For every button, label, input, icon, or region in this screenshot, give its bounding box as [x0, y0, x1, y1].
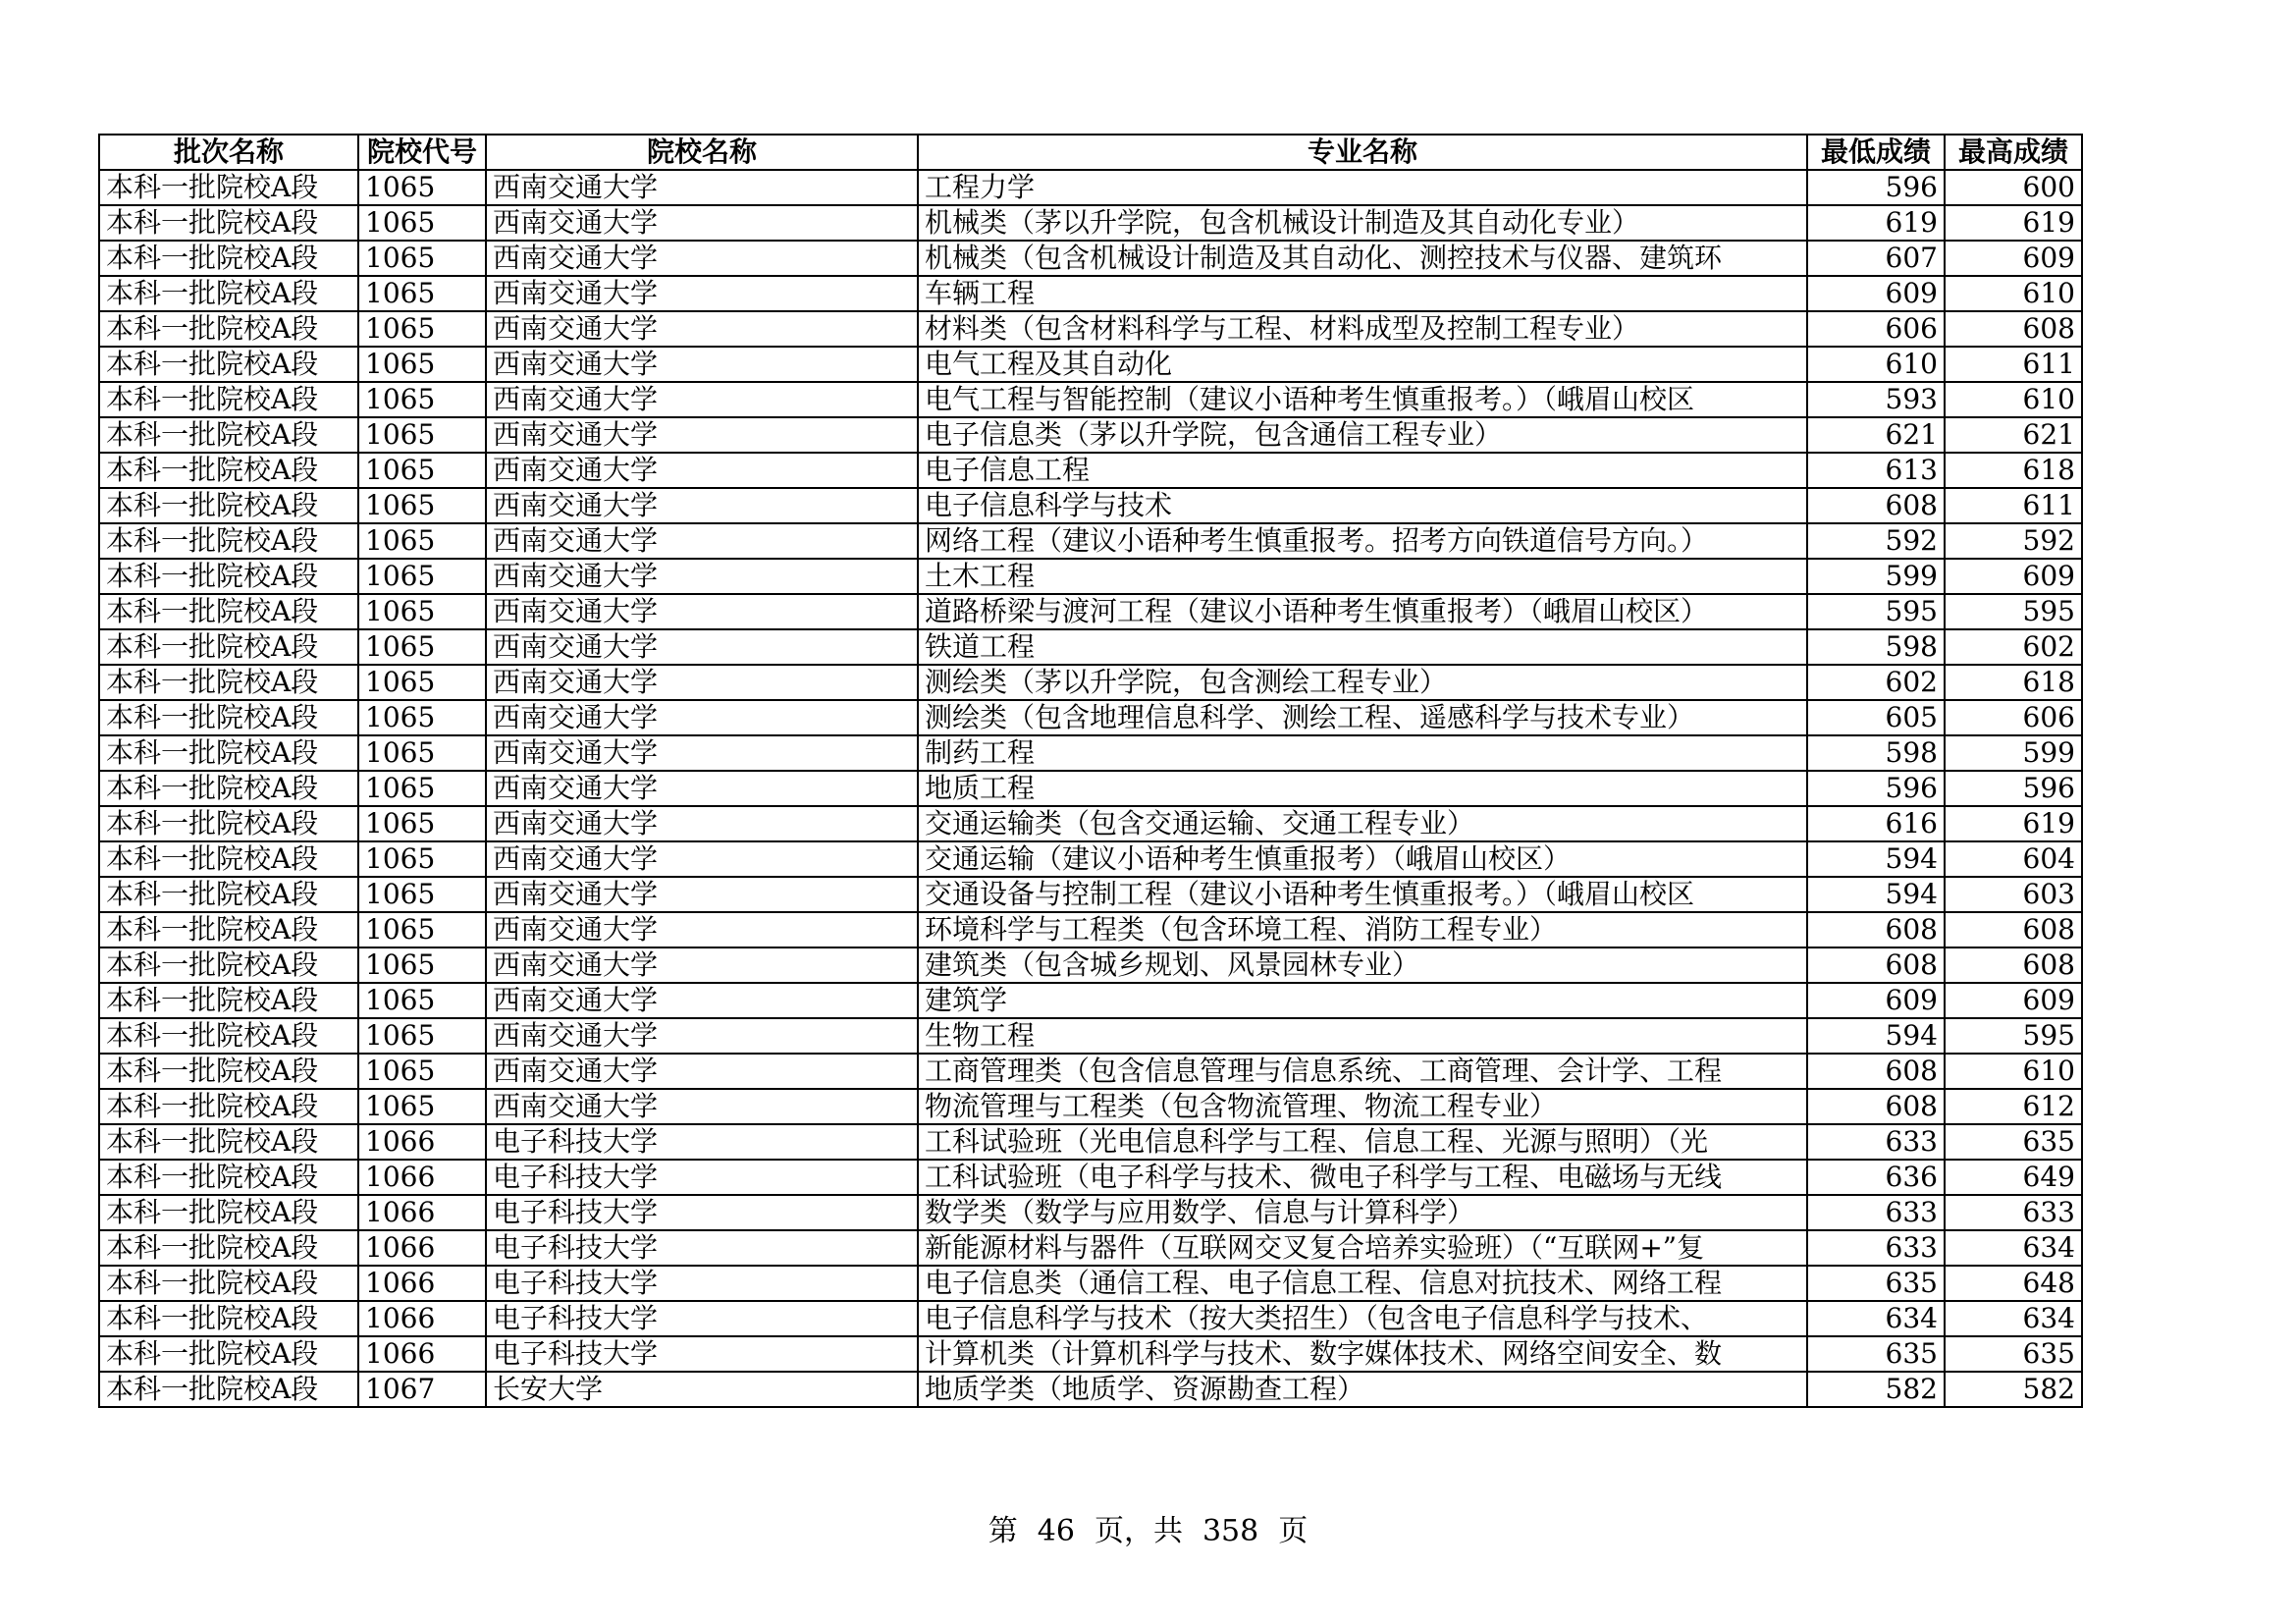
cell-batch-name: 本科一批院校A段 [99, 594, 358, 629]
table-row [99, 170, 2082, 205]
cell-min-score: 608 [1807, 912, 1945, 947]
cell-batch-name: 本科一批院校A段 [99, 629, 358, 665]
cell-max-score: 621 [1945, 417, 2082, 453]
cell-max-score: 606 [1945, 700, 2082, 735]
cell-max-score: 611 [1945, 488, 2082, 523]
cell-max-score: 600 [1945, 170, 2082, 205]
cell-school-name: 西南交通大学 [486, 983, 918, 1018]
table-row [99, 1301, 2082, 1336]
table-body [99, 170, 2082, 1407]
cell-min-score: 594 [1807, 877, 1945, 912]
cell-major-name: 地质学类（地质学、资源勘查工程） [918, 1372, 1807, 1407]
page-footer [0, 1506, 2296, 1549]
cell-batch-name: 本科一批院校A段 [99, 735, 358, 771]
cell-school-name: 西南交通大学 [486, 629, 918, 665]
table-row [99, 1018, 2082, 1054]
cell-batch-name: 本科一批院校A段 [99, 947, 358, 983]
cell-school-name: 西南交通大学 [486, 276, 918, 311]
admission-score-table [98, 134, 2083, 1408]
cell-school-code: 1065 [358, 488, 486, 523]
table-row [99, 1230, 2082, 1266]
cell-max-score: 610 [1945, 276, 2082, 311]
header-max-score: 最高成绩 [1945, 135, 2082, 170]
cell-school-name: 西南交通大学 [486, 700, 918, 735]
cell-batch-name: 本科一批院校A段 [99, 1230, 358, 1266]
cell-major-name: 电气工程与智能控制（建议小语种考生慎重报考。）（峨眉山校区 [918, 382, 1807, 417]
cell-batch-name: 本科一批院校A段 [99, 1301, 358, 1336]
cell-school-name: 西南交通大学 [486, 841, 918, 877]
table-row [99, 1089, 2082, 1124]
cell-max-score: 610 [1945, 382, 2082, 417]
cell-school-code: 1066 [358, 1230, 486, 1266]
cell-school-name: 西南交通大学 [486, 382, 918, 417]
table-row [99, 453, 2082, 488]
cell-max-score: 648 [1945, 1266, 2082, 1301]
table-row [99, 382, 2082, 417]
cell-max-score: 611 [1945, 347, 2082, 382]
cell-min-score: 616 [1807, 806, 1945, 841]
cell-major-name: 建筑学 [918, 983, 1807, 1018]
cell-major-name: 道路桥梁与渡河工程（建议小语种考生慎重报考）（峨眉山校区） [918, 594, 1807, 629]
table-row [99, 629, 2082, 665]
cell-batch-name: 本科一批院校A段 [99, 453, 358, 488]
cell-min-score: 602 [1807, 665, 1945, 700]
cell-major-name: 材料类（包含材料科学与工程、材料成型及控制工程专业） [918, 311, 1807, 347]
table-row [99, 735, 2082, 771]
table-row [99, 1054, 2082, 1089]
cell-batch-name: 本科一批院校A段 [99, 559, 358, 594]
cell-major-name: 交通运输类（包含交通运输、交通工程专业） [918, 806, 1807, 841]
table-row [99, 311, 2082, 347]
cell-batch-name: 本科一批院校A段 [99, 1160, 358, 1195]
cell-school-code: 1065 [358, 983, 486, 1018]
footer-total-pages: 358 [1201, 1514, 1259, 1548]
cell-school-code: 1065 [358, 1054, 486, 1089]
cell-batch-name: 本科一批院校A段 [99, 1089, 358, 1124]
cell-school-name: 西南交通大学 [486, 594, 918, 629]
cell-major-name: 环境科学与工程类（包含环境工程、消防工程专业） [918, 912, 1807, 947]
cell-batch-name: 本科一批院校A段 [99, 382, 358, 417]
table-header [99, 135, 2082, 170]
cell-min-score: 635 [1807, 1336, 1945, 1372]
cell-max-score: 604 [1945, 841, 2082, 877]
cell-school-name: 西南交通大学 [486, 735, 918, 771]
cell-school-name: 西南交通大学 [486, 170, 918, 205]
cell-max-score: 608 [1945, 311, 2082, 347]
cell-school-code: 1067 [358, 1372, 486, 1407]
cell-school-code: 1065 [358, 417, 486, 453]
cell-school-code: 1066 [358, 1160, 486, 1195]
table-row [99, 877, 2082, 912]
cell-min-score: 594 [1807, 1018, 1945, 1054]
cell-major-name: 物流管理与工程类（包含物流管理、物流工程专业） [918, 1089, 1807, 1124]
cell-school-code: 1065 [358, 311, 486, 347]
cell-batch-name: 本科一批院校A段 [99, 1018, 358, 1054]
cell-max-score: 599 [1945, 735, 2082, 771]
cell-school-name: 西南交通大学 [486, 771, 918, 806]
cell-batch-name: 本科一批院校A段 [99, 1124, 358, 1160]
header-school-name: 院校名称 [486, 135, 918, 170]
cell-min-score: 596 [1807, 170, 1945, 205]
cell-min-score: 608 [1807, 1054, 1945, 1089]
cell-min-score: 606 [1807, 311, 1945, 347]
cell-min-score: 634 [1807, 1301, 1945, 1336]
cell-school-name: 电子科技大学 [486, 1336, 918, 1372]
cell-max-score: 592 [1945, 523, 2082, 559]
cell-major-name: 铁道工程 [918, 629, 1807, 665]
table-row [99, 1124, 2082, 1160]
cell-min-score: 605 [1807, 700, 1945, 735]
cell-max-score: 634 [1945, 1230, 2082, 1266]
table-row [99, 205, 2082, 241]
cell-major-name: 数学类（数学与应用数学、信息与计算科学） [918, 1195, 1807, 1230]
cell-school-code: 1065 [358, 877, 486, 912]
cell-min-score: 609 [1807, 276, 1945, 311]
table-row [99, 488, 2082, 523]
cell-max-score: 602 [1945, 629, 2082, 665]
cell-batch-name: 本科一批院校A段 [99, 1266, 358, 1301]
cell-school-code: 1065 [358, 700, 486, 735]
cell-min-score: 595 [1807, 594, 1945, 629]
cell-school-name: 西南交通大学 [486, 311, 918, 347]
table-row [99, 1195, 2082, 1230]
cell-major-name: 地质工程 [918, 771, 1807, 806]
cell-school-code: 1065 [358, 382, 486, 417]
table-row [99, 806, 2082, 841]
cell-school-code: 1065 [358, 947, 486, 983]
footer-prefix: 第 [988, 1514, 1018, 1548]
cell-min-score: 619 [1807, 205, 1945, 241]
table-row [99, 241, 2082, 276]
cell-batch-name: 本科一批院校A段 [99, 523, 358, 559]
cell-major-name: 测绘类（包含地理信息科学、测绘工程、遥感科学与技术专业） [918, 700, 1807, 735]
cell-school-name: 西南交通大学 [486, 1018, 918, 1054]
cell-school-code: 1065 [358, 559, 486, 594]
cell-min-score: 609 [1807, 983, 1945, 1018]
cell-school-name: 西南交通大学 [486, 1054, 918, 1089]
cell-batch-name: 本科一批院校A段 [99, 311, 358, 347]
table-row [99, 841, 2082, 877]
cell-school-code: 1065 [358, 629, 486, 665]
cell-max-score: 609 [1945, 983, 2082, 1018]
cell-school-code: 1065 [358, 170, 486, 205]
cell-school-name: 西南交通大学 [486, 241, 918, 276]
cell-max-score: 610 [1945, 1054, 2082, 1089]
table-row [99, 1336, 2082, 1372]
cell-max-score: 608 [1945, 947, 2082, 983]
cell-school-name: 电子科技大学 [486, 1195, 918, 1230]
cell-min-score: 633 [1807, 1195, 1945, 1230]
cell-min-score: 608 [1807, 947, 1945, 983]
cell-major-name: 电子信息类（茅以升学院，包含通信工程专业） [918, 417, 1807, 453]
cell-major-name: 车辆工程 [918, 276, 1807, 311]
cell-school-name: 长安大学 [486, 1372, 918, 1407]
cell-min-score: 635 [1807, 1266, 1945, 1301]
cell-min-score: 633 [1807, 1230, 1945, 1266]
table-row [99, 912, 2082, 947]
cell-school-name: 西南交通大学 [486, 347, 918, 382]
cell-batch-name: 本科一批院校A段 [99, 700, 358, 735]
cell-batch-name: 本科一批院校A段 [99, 205, 358, 241]
table-row [99, 1160, 2082, 1195]
cell-school-code: 1065 [358, 276, 486, 311]
cell-min-score: 607 [1807, 241, 1945, 276]
cell-major-name: 土木工程 [918, 559, 1807, 594]
cell-batch-name: 本科一批院校A段 [99, 1372, 358, 1407]
cell-min-score: 621 [1807, 417, 1945, 453]
cell-major-name: 网络工程（建议小语种考生慎重报考。招考方向铁道信号方向。） [918, 523, 1807, 559]
table-row [99, 594, 2082, 629]
cell-max-score: 619 [1945, 806, 2082, 841]
cell-max-score: 618 [1945, 665, 2082, 700]
cell-school-code: 1066 [358, 1266, 486, 1301]
cell-major-name: 交通运输（建议小语种考生慎重报考）（峨眉山校区） [918, 841, 1807, 877]
cell-school-code: 1065 [358, 665, 486, 700]
cell-batch-name: 本科一批院校A段 [99, 841, 358, 877]
cell-major-name: 测绘类（茅以升学院，包含测绘工程专业） [918, 665, 1807, 700]
cell-major-name: 工科试验班（电子科学与技术、微电子科学与工程、电磁场与无线 [918, 1160, 1807, 1195]
cell-min-score: 594 [1807, 841, 1945, 877]
table-row [99, 417, 2082, 453]
cell-max-score: 596 [1945, 771, 2082, 806]
cell-school-name: 西南交通大学 [486, 665, 918, 700]
cell-school-code: 1065 [358, 806, 486, 841]
cell-batch-name: 本科一批院校A段 [99, 488, 358, 523]
cell-min-score: 610 [1807, 347, 1945, 382]
footer-suffix: 页 [1278, 1514, 1308, 1548]
table-row [99, 771, 2082, 806]
cell-major-name: 工科试验班（光电信息科学与工程、信息工程、光源与照明）（光 [918, 1124, 1807, 1160]
cell-max-score: 582 [1945, 1372, 2082, 1407]
cell-major-name: 交通设备与控制工程（建议小语种考生慎重报考。）（峨眉山校区 [918, 877, 1807, 912]
cell-major-name: 电子信息类（通信工程、电子信息工程、信息对抗技术、网络工程 [918, 1266, 1807, 1301]
cell-max-score: 612 [1945, 1089, 2082, 1124]
cell-max-score: 618 [1945, 453, 2082, 488]
cell-batch-name: 本科一批院校A段 [99, 877, 358, 912]
table-row [99, 1372, 2082, 1407]
cell-school-name: 西南交通大学 [486, 947, 918, 983]
footer-middle: 页，共 [1094, 1514, 1183, 1548]
cell-school-name: 西南交通大学 [486, 912, 918, 947]
header-row [99, 135, 2082, 170]
cell-major-name: 电子信息工程 [918, 453, 1807, 488]
table-row [99, 983, 2082, 1018]
table-row [99, 1266, 2082, 1301]
cell-school-name: 电子科技大学 [486, 1301, 918, 1336]
cell-min-score: 613 [1807, 453, 1945, 488]
cell-school-code: 1065 [358, 241, 486, 276]
cell-min-score: 598 [1807, 629, 1945, 665]
cell-school-name: 电子科技大学 [486, 1266, 918, 1301]
cell-min-score: 582 [1807, 1372, 1945, 1407]
table-row [99, 665, 2082, 700]
table-row [99, 347, 2082, 382]
cell-major-name: 工商管理类（包含信息管理与信息系统、工商管理、会计学、工程 [918, 1054, 1807, 1089]
cell-major-name: 电气工程及其自动化 [918, 347, 1807, 382]
cell-school-code: 1065 [358, 205, 486, 241]
cell-min-score: 593 [1807, 382, 1945, 417]
cell-batch-name: 本科一批院校A段 [99, 1054, 358, 1089]
cell-batch-name: 本科一批院校A段 [99, 771, 358, 806]
cell-batch-name: 本科一批院校A段 [99, 170, 358, 205]
cell-max-score: 635 [1945, 1124, 2082, 1160]
cell-school-code: 1065 [358, 912, 486, 947]
cell-max-score: 595 [1945, 594, 2082, 629]
cell-max-score: 649 [1945, 1160, 2082, 1195]
cell-batch-name: 本科一批院校A段 [99, 983, 358, 1018]
cell-school-name: 电子科技大学 [486, 1124, 918, 1160]
cell-school-code: 1065 [358, 1018, 486, 1054]
cell-school-name: 西南交通大学 [486, 488, 918, 523]
cell-min-score: 592 [1807, 523, 1945, 559]
cell-school-name: 西南交通大学 [486, 205, 918, 241]
cell-batch-name: 本科一批院校A段 [99, 806, 358, 841]
cell-min-score: 608 [1807, 488, 1945, 523]
cell-school-name: 西南交通大学 [486, 877, 918, 912]
header-batch-name: 批次名称 [99, 135, 358, 170]
cell-max-score: 635 [1945, 1336, 2082, 1372]
cell-school-code: 1065 [358, 841, 486, 877]
cell-min-score: 599 [1807, 559, 1945, 594]
cell-major-name: 工程力学 [918, 170, 1807, 205]
cell-major-name: 机械类（茅以升学院，包含机械设计制造及其自动化专业） [918, 205, 1807, 241]
cell-school-name: 电子科技大学 [486, 1160, 918, 1195]
cell-min-score: 636 [1807, 1160, 1945, 1195]
cell-batch-name: 本科一批院校A段 [99, 276, 358, 311]
table-row [99, 700, 2082, 735]
cell-school-code: 1065 [358, 347, 486, 382]
cell-school-name: 西南交通大学 [486, 806, 918, 841]
cell-max-score: 619 [1945, 205, 2082, 241]
header-school-code: 院校代号 [358, 135, 486, 170]
cell-school-code: 1065 [358, 771, 486, 806]
cell-major-name: 建筑类（包含城乡规划、风景园林专业） [918, 947, 1807, 983]
cell-min-score: 633 [1807, 1124, 1945, 1160]
cell-min-score: 598 [1807, 735, 1945, 771]
cell-max-score: 634 [1945, 1301, 2082, 1336]
header-major-name: 专业名称 [918, 135, 1807, 170]
cell-max-score: 609 [1945, 241, 2082, 276]
cell-max-score: 633 [1945, 1195, 2082, 1230]
table-row [99, 559, 2082, 594]
cell-batch-name: 本科一批院校A段 [99, 912, 358, 947]
cell-major-name: 机械类（包含机械设计制造及其自动化、测控技术与仪器、建筑环 [918, 241, 1807, 276]
cell-major-name: 电子信息科学与技术（按大类招生）（包含电子信息科学与技术、 [918, 1301, 1807, 1336]
table-row [99, 276, 2082, 311]
cell-school-name: 西南交通大学 [486, 559, 918, 594]
cell-school-code: 1066 [358, 1124, 486, 1160]
cell-school-code: 1066 [358, 1336, 486, 1372]
cell-max-score: 608 [1945, 912, 2082, 947]
cell-batch-name: 本科一批院校A段 [99, 1195, 358, 1230]
cell-max-score: 595 [1945, 1018, 2082, 1054]
cell-major-name: 生物工程 [918, 1018, 1807, 1054]
cell-school-name: 西南交通大学 [486, 523, 918, 559]
cell-batch-name: 本科一批院校A段 [99, 241, 358, 276]
cell-max-score: 609 [1945, 559, 2082, 594]
cell-school-name: 西南交通大学 [486, 453, 918, 488]
cell-batch-name: 本科一批院校A段 [99, 665, 358, 700]
cell-school-code: 1066 [358, 1301, 486, 1336]
cell-school-name: 西南交通大学 [486, 1089, 918, 1124]
cell-school-code: 1066 [358, 1195, 486, 1230]
cell-batch-name: 本科一批院校A段 [99, 417, 358, 453]
cell-batch-name: 本科一批院校A段 [99, 1336, 358, 1372]
cell-school-code: 1065 [358, 1089, 486, 1124]
cell-min-score: 608 [1807, 1089, 1945, 1124]
footer-page-number: 46 [1037, 1514, 1075, 1548]
table-row [99, 523, 2082, 559]
cell-min-score: 596 [1807, 771, 1945, 806]
cell-school-code: 1065 [358, 594, 486, 629]
cell-max-score: 603 [1945, 877, 2082, 912]
cell-school-code: 1065 [358, 523, 486, 559]
cell-major-name: 计算机类（计算机科学与技术、数字媒体技术、网络空间安全、数 [918, 1336, 1807, 1372]
cell-batch-name: 本科一批院校A段 [99, 347, 358, 382]
cell-school-name: 电子科技大学 [486, 1230, 918, 1266]
table-row [99, 947, 2082, 983]
cell-school-code: 1065 [358, 453, 486, 488]
header-min-score: 最低成绩 [1807, 135, 1945, 170]
cell-school-code: 1065 [358, 735, 486, 771]
cell-school-name: 西南交通大学 [486, 417, 918, 453]
cell-major-name: 电子信息科学与技术 [918, 488, 1807, 523]
cell-major-name: 新能源材料与器件（互联网交叉复合培养实验班）（“互联网+”复 [918, 1230, 1807, 1266]
cell-major-name: 制药工程 [918, 735, 1807, 771]
